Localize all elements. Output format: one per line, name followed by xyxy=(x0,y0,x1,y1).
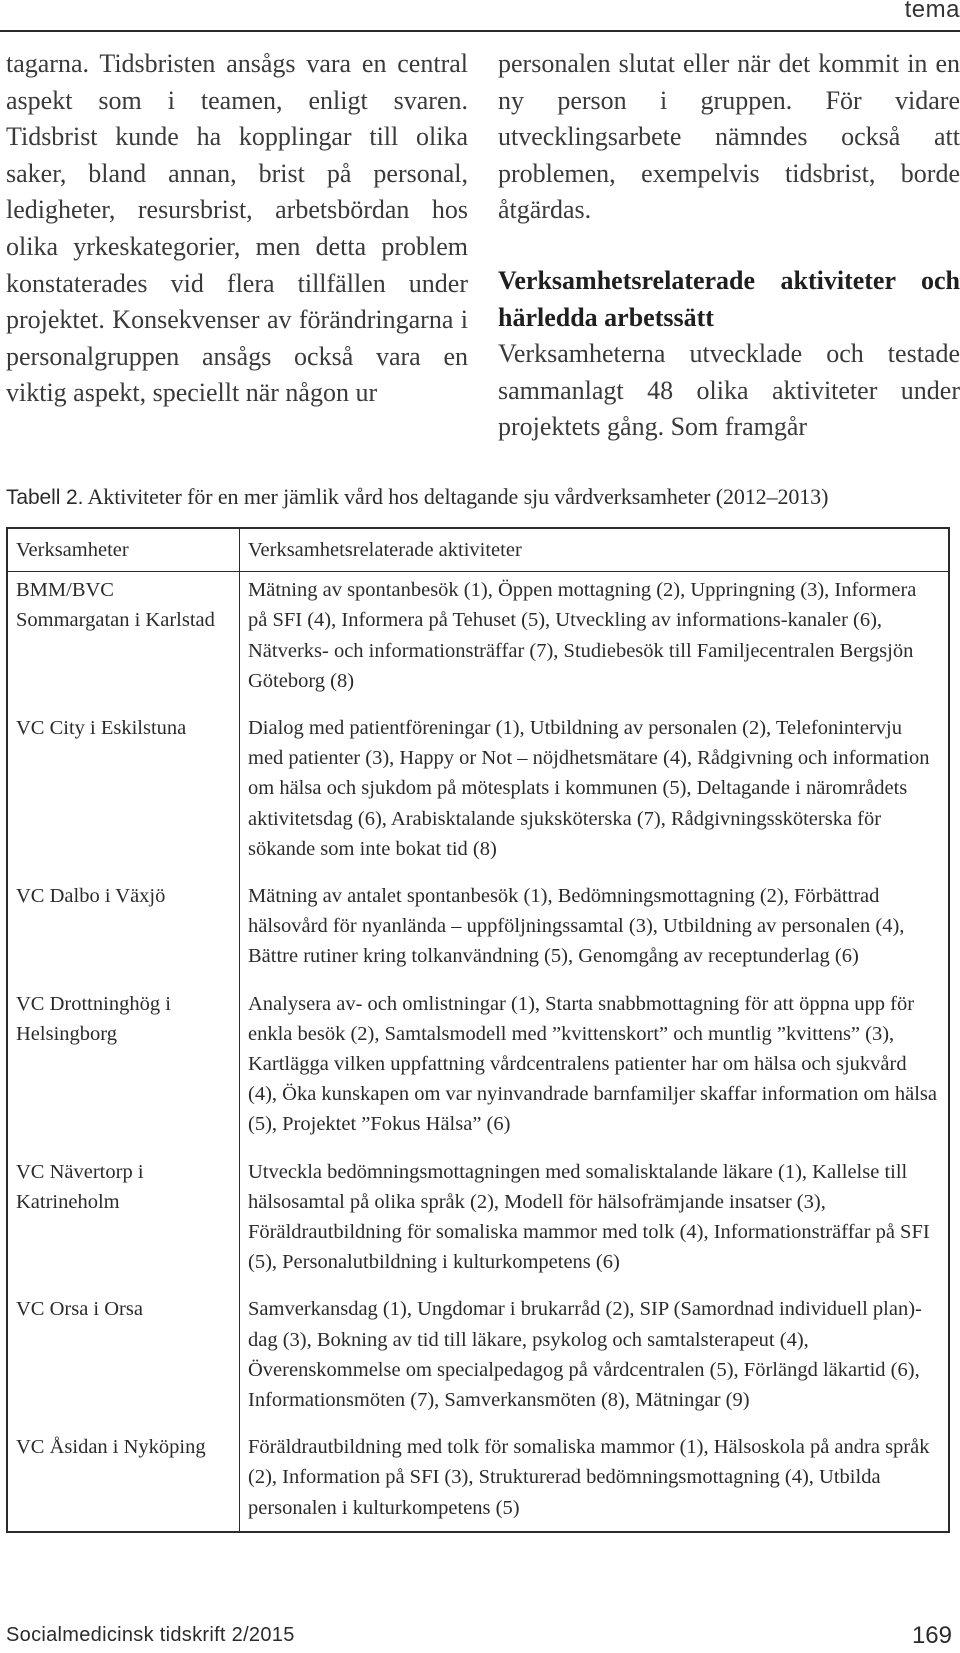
table-row xyxy=(7,1429,949,1532)
table-caption-text: Aktiviteter för en mer jämlik vård hos deltagande sju vårdverksamheter (2012–2013) xyxy=(87,484,829,509)
section-heading: Verksamhetsrelaterade aktiviteter och härledda arbetssätt xyxy=(498,265,960,332)
table-row xyxy=(7,986,949,1154)
left-column xyxy=(6,46,468,412)
activities-table xyxy=(6,527,950,1533)
activities-cell: Dialog med patientföreningar (1), Utbildning av personalen (2), Telefonintervju med patienter (3), Happy or Not – nöjdhetsmätare (4), Rådgivning och information om hälsa och sjukdom på mötesplats i kommunen (5), Deltagande i närområdets aktivitetsdag (6), Arabisktalande sjuksköterska (7), Rådgivningssköterska för sökande som inte bokat tid (8) xyxy=(248,717,930,860)
table-row xyxy=(7,1154,949,1292)
unit-cell: VC City i Eskilstuna xyxy=(7,710,240,878)
section-tag: tema xyxy=(904,0,960,23)
footer-journal-name: Socialmedicinsk tidskrift 2/2015 xyxy=(6,1624,295,1646)
section-text: Verksamheterna utvecklade och testade sammanlagt 48 olika aktiviteter under projektets gång. Som framgår xyxy=(498,339,960,442)
activities-cell: Mätning av spontanbesök (1), Öppen mottagning (2), Uppringning (3), Informera på SFI (4), Informera på Tehuset (5), Utveckling av informations-kanaler (6), Nätverks- och informationsträffar (7), Studiebesök till Familjecentralen Bergsjön Göteborg (8) xyxy=(248,579,917,692)
table-caption-lead: Tabell 2. xyxy=(6,486,84,509)
header-rule xyxy=(0,30,960,32)
activities-cell: Mätning av antalet spontanbesök (1), Bedömningsmottagning (2), Förbättrad hälsovård för nyanlända – uppföljningssamtal (3), Utbildning av personalen (4), Bättre rutiner kring tolkanvändning (5), Genomgång av receptunderlag (6) xyxy=(248,885,905,968)
unit-cell: VC Orsa i Orsa xyxy=(7,1291,240,1429)
activities-cell: Samverkansdag (1), Ungdomar i brukarråd (2), SIP (Samordnad individuell plan)-dag (3), Bokning av tid till läkare, psykolog och samtalsterapeut (4), Överenskommelse om specialpedagog på vårdcentralen (5), Förlängd läkartid (6), Informationsmöten (7), Samverkansmöten (8), Mätningar (9) xyxy=(248,1298,922,1412)
column-header-unit: Verksamheter xyxy=(7,528,240,572)
unit-cell: BMM/BVC Sommargatan i Karlstad xyxy=(7,572,240,710)
unit-cell: VC Åsidan i Nyköping xyxy=(7,1429,240,1532)
table-header-row xyxy=(7,528,949,572)
activities-cell: Föräldrautbildning med tolk för somaliska mammor (1), Hälsoskola på andra språk (2), Information på SFI (3), Strukturerad bedömningsmottagning (4), Utbilda personalen i kulturkompetens (5) xyxy=(248,1436,930,1519)
right-column xyxy=(498,46,960,446)
table-row xyxy=(7,1291,949,1429)
unit-cell: VC Dalbo i Växjö xyxy=(7,878,240,986)
table-row xyxy=(7,572,949,710)
right-column-paragraph: personalen slutat eller när det kommit in en ny person i gruppen. För vidare utvecklingsarbete nämndes också att problemen, exempelvis tidsbrist, borde åtgärdas. xyxy=(498,49,960,225)
unit-cell: VC Drottninghög i Helsingborg xyxy=(7,986,240,1154)
table-caption xyxy=(6,484,956,510)
unit-cell: VC Nävertorp i Katrineholm xyxy=(7,1154,240,1292)
page-number: 169 xyxy=(911,1622,952,1649)
activities-cell: Analysera av- och omlistningar (1), Starta snabbmottagning för att öppna upp för enkla besök (2), Samtalsmodell med ”kvittenskort” och muntlig ”kvittens” (3), Kartlägga vilken uppfattning vårdcentralens patienter har om hälsa och sjukvård (4), Öka kunskapen om var nyinvandrade barnfamiljer skaffar information om hälsa (5), Projektet ”Fokus Hälsa” (6) xyxy=(248,992,937,1136)
table-row xyxy=(7,710,949,878)
column-header-activities: Verksamhetsrelaterade aktiviteter xyxy=(240,528,950,572)
left-column-text: tagarna. Tidsbristen ansågs vara en central aspekt som i teamen, enligt svaren. Tidsbrist kunde ha kopplingar till olika saker, bland annan, brist på personal, ledigheter, resursbrist, arbetsbördan hos olika yrkeskategorier, men detta problem konstaterades vid flera tillfällen under projektet. Konsekvenser av förändringarna i personalgruppen ansågs också vara en viktig aspekt, speciellt när någon ur xyxy=(6,49,468,408)
activities-cell: Utveckla bedömningsmottagningen med somalisktalande läkare (1), Kallelse till hälsosamtal på olika språk (2), Modell för hälsofrämjande insatser (3), Föräldrautbildning för somaliska mammor med tolk (4), Informationsträffar på SFI (5), Personalutbildning i kulturkompetens (6) xyxy=(248,1160,930,1274)
table-row xyxy=(7,878,949,986)
